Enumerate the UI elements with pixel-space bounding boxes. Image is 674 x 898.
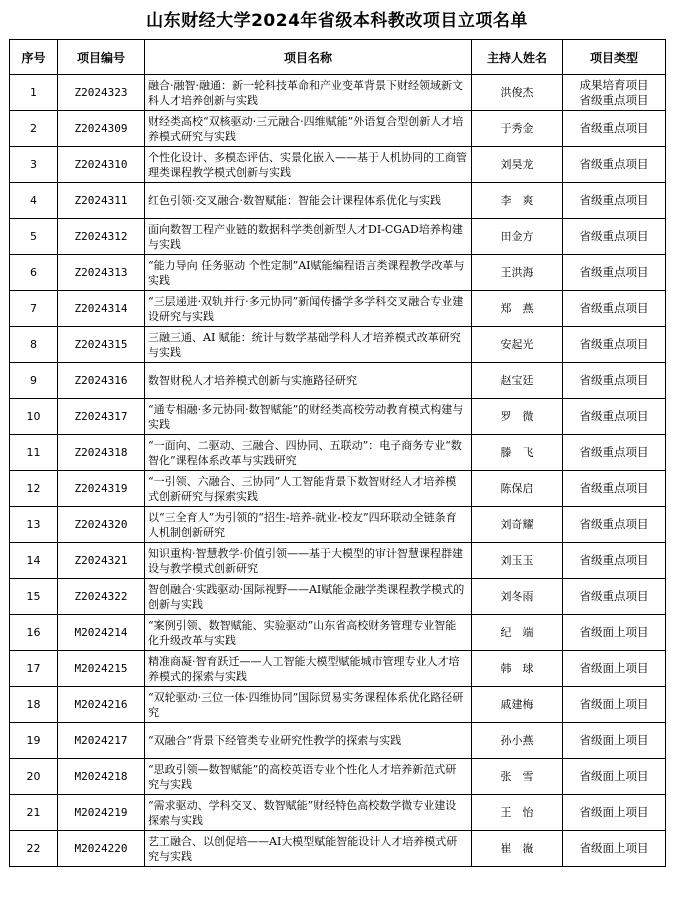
table-row: [10, 363, 666, 399]
table-row: [10, 147, 666, 183]
row-project-type: [563, 687, 666, 723]
header-name: 项目名称: [145, 40, 472, 75]
row-code: Z2024314: [58, 291, 145, 327]
row-seq: 11: [10, 435, 58, 471]
project-type-label: 成果培育项目: [579, 77, 649, 92]
row-project-type: [563, 111, 666, 147]
project-type-label: 省级面上项目: [579, 841, 649, 855]
row-project-name: 艺工融合、以创促培——AI大模型赋能智能设计人才培养模式研究与实践: [145, 831, 472, 867]
table-row: [10, 111, 666, 147]
table-row: [10, 687, 666, 723]
table-row: [10, 399, 666, 435]
page-title: 山东财经大学2024年省级本科教改项目立项名单: [146, 11, 528, 31]
row-code: M2024216: [58, 687, 145, 723]
row-seq: 16: [10, 615, 58, 651]
row-project-name: “三层递进·双轨并行·多元协同”新闻传播学多学科交叉融合专业建设研究与实践: [145, 291, 472, 327]
row-seq: 17: [10, 651, 58, 687]
row-host-name: 刘冬雨: [472, 579, 563, 615]
row-project-type: [563, 219, 666, 255]
row-project-name: 红色引领·交叉融合·数智赋能：智能会计课程体系优化与实践: [145, 183, 472, 219]
row-project-name: 数智财税人才培养模式创新与实施路径研究: [145, 363, 472, 399]
project-type-label: 省级重点项目: [579, 517, 649, 531]
row-code: Z2024320: [58, 507, 145, 543]
row-project-name: 面向数智工程产业链的数据科学类创新型人才DI-CGAD培养构建与实践: [145, 219, 472, 255]
row-code: Z2024310: [58, 147, 145, 183]
row-project-type: [563, 831, 666, 867]
project-type-label: 省级面上项目: [579, 769, 649, 783]
project-type-label: 省级重点项目: [579, 229, 649, 243]
row-seq: 12: [10, 471, 58, 507]
table-row: [10, 831, 666, 867]
row-project-name: 财经类高校“双核驱动·三元融合·四维赋能”外语复合型创新人才培养模式研究与实践: [145, 111, 472, 147]
row-project-type: [563, 579, 666, 615]
row-seq: 5: [10, 219, 58, 255]
row-host-name: 王洪海: [472, 255, 563, 291]
row-host-name: 安起光: [472, 327, 563, 363]
row-project-type: [563, 327, 666, 363]
header-host: 主持人姓名: [472, 40, 563, 75]
table-row: [10, 543, 666, 579]
project-type-label: 省级重点项目: [579, 193, 649, 207]
row-project-type: [563, 615, 666, 651]
project-type-label: 省级重点项目: [579, 445, 649, 459]
row-host-name: 张 雪: [472, 759, 563, 795]
header-code: 项目编号: [58, 40, 145, 75]
row-seq: 22: [10, 831, 58, 867]
row-host-name: 纪 端: [472, 615, 563, 651]
table-row: [10, 759, 666, 795]
project-type-label: 省级重点项目: [579, 265, 649, 279]
row-project-name: 精准商凝·智育跃迁——人工智能大模型赋能城市管理专业人才培养模式的探索与实践: [145, 651, 472, 687]
row-host-name: 韩 球: [472, 651, 563, 687]
project-type-label: 省级面上项目: [579, 697, 649, 711]
row-project-type: [563, 723, 666, 759]
row-seq: 19: [10, 723, 58, 759]
row-project-name: “双轮驱动·三位一体·四维协同”国际贸易实务课程体系优化路径研究: [145, 687, 472, 723]
row-host-name: 李 爽: [472, 183, 563, 219]
row-project-type: [563, 75, 666, 111]
row-code: Z2024313: [58, 255, 145, 291]
row-project-name: 知识重构·智慧教学·价值引领——基于大模型的审计智慧课程群建设与教学模式创新研究: [145, 543, 472, 579]
row-code: Z2024312: [58, 219, 145, 255]
table-row: [10, 291, 666, 327]
row-code: Z2024321: [58, 543, 145, 579]
row-host-name: 王 怡: [472, 795, 563, 831]
project-type-label: 省级重点项目: [579, 481, 649, 495]
row-project-type: [563, 363, 666, 399]
header-type: 项目类型: [563, 40, 666, 75]
row-seq: 4: [10, 183, 58, 219]
row-project-name: “思政引领—数智赋能”的高校英语专业个性化人才培养新范式研究与实践: [145, 759, 472, 795]
row-host-name: 戚建梅: [472, 687, 563, 723]
row-seq: 10: [10, 399, 58, 435]
row-code: Z2024319: [58, 471, 145, 507]
row-host-name: 洪俊杰: [472, 75, 563, 111]
table-row: [10, 615, 666, 651]
project-type-label: 省级重点项目: [579, 553, 649, 567]
row-seq: 2: [10, 111, 58, 147]
row-code: M2024218: [58, 759, 145, 795]
row-project-type: [563, 795, 666, 831]
project-type-label: 省级重点项目: [579, 157, 649, 171]
table-row: [10, 255, 666, 291]
row-seq: 6: [10, 255, 58, 291]
project-type-label: 省级重点项目: [579, 373, 649, 387]
row-project-type: [563, 759, 666, 795]
row-project-type: [563, 183, 666, 219]
row-seq: 14: [10, 543, 58, 579]
project-type-label: 省级面上项目: [579, 661, 649, 675]
row-seq: 21: [10, 795, 58, 831]
row-project-type: [563, 543, 666, 579]
project-type-label: 省级重点项目: [579, 121, 649, 135]
row-project-name: 以“三全育人”为引领的“招生-培养-就业-校友”四环联动全链条育人机制创新研究: [145, 507, 472, 543]
project-type-label: 省级面上项目: [579, 733, 649, 747]
row-seq: 7: [10, 291, 58, 327]
table-row: [10, 435, 666, 471]
row-host-name: 孙小燕: [472, 723, 563, 759]
row-code: Z2024315: [58, 327, 145, 363]
row-project-type: [563, 255, 666, 291]
row-project-name: 三融三通、AI 赋能：统计与数学基础学科人才培养模式改革研究与实践: [145, 327, 472, 363]
table-row: [10, 723, 666, 759]
row-host-name: 田金方: [472, 219, 563, 255]
row-code: Z2024322: [58, 579, 145, 615]
table-row: [10, 795, 666, 831]
row-host-name: 刘玉玉: [472, 543, 563, 579]
row-project-type: [563, 651, 666, 687]
table-row: [10, 579, 666, 615]
row-seq: 18: [10, 687, 58, 723]
table-header-row: [10, 40, 666, 75]
row-code: Z2024309: [58, 111, 145, 147]
row-host-name: 崔 嶶: [472, 831, 563, 867]
row-project-name: 智创融合·实践驱动·国际视野——AI赋能金融学类课程教学模式的创新与实践: [145, 579, 472, 615]
project-table: [9, 39, 666, 867]
row-project-name: “能力导向 任务驱动 个性定制”AI赋能编程语言类课程教学改革与实践: [145, 255, 472, 291]
row-code: M2024217: [58, 723, 145, 759]
row-seq: 9: [10, 363, 58, 399]
row-code: M2024219: [58, 795, 145, 831]
row-code: Z2024323: [58, 75, 145, 111]
row-project-name: 个性化设计、多模态评估、实景化嵌入——基于人机协同的工商管理类课程教学模式创新与实践: [145, 147, 472, 183]
row-project-name: “需求驱动、学科交叉、数智赋能”财经特色高校数学微专业建设探索与实践: [145, 795, 472, 831]
row-project-type: [563, 399, 666, 435]
row-host-name: 滕 飞: [472, 435, 563, 471]
row-seq: 3: [10, 147, 58, 183]
row-project-type: [563, 471, 666, 507]
project-type-label: 省级重点项目: [579, 337, 649, 351]
row-code: Z2024316: [58, 363, 145, 399]
project-type-label: 省级面上项目: [579, 805, 649, 819]
row-host-name: 赵宝廷: [472, 363, 563, 399]
project-type-label: 省级重点项目: [579, 409, 649, 423]
row-host-name: 陈保启: [472, 471, 563, 507]
row-code: M2024214: [58, 615, 145, 651]
table-row: [10, 183, 666, 219]
table-row: [10, 471, 666, 507]
project-type-label: 省级面上项目: [579, 625, 649, 639]
project-type-label: 省级重点项目: [579, 589, 649, 603]
row-project-type: [563, 147, 666, 183]
row-project-name: 融合·融智·融通：新一轮科技革命和产业变革背景下财经领域新文科人才培养创新与实践: [145, 75, 472, 111]
row-project-name: “一引领、六融合、三协同”人工智能背景下数智财经人才培养模式创新研究与探索实践: [145, 471, 472, 507]
header-seq: 序号: [10, 40, 58, 75]
row-host-name: 刘昊龙: [472, 147, 563, 183]
row-seq: 15: [10, 579, 58, 615]
row-project-name: “一面向、二驱动、三融合、四协同、五联动”：电子商务专业“数智化”课程体系改革与实践研究: [145, 435, 472, 471]
row-project-name: “案例引领、数智赋能、实验驱动”山东省高校财务管理专业智能化升级改革与实践: [145, 615, 472, 651]
row-seq: 1: [10, 75, 58, 111]
row-code: M2024220: [58, 831, 145, 867]
row-project-type: [563, 507, 666, 543]
row-project-type: [563, 435, 666, 471]
table-row: [10, 219, 666, 255]
row-code: M2024215: [58, 651, 145, 687]
table-row: [10, 75, 666, 111]
table-row: [10, 327, 666, 363]
project-type-label: 省级重点项目: [579, 92, 649, 107]
row-project-type: [563, 291, 666, 327]
row-project-name: “通专相融·多元协同·数智赋能”的财经类高校劳动教育模式构建与实践: [145, 399, 472, 435]
table-row: [10, 507, 666, 543]
row-code: Z2024317: [58, 399, 145, 435]
row-code: Z2024318: [58, 435, 145, 471]
table-row: [10, 651, 666, 687]
row-seq: 8: [10, 327, 58, 363]
row-seq: 20: [10, 759, 58, 795]
row-host-name: 罗 微: [472, 399, 563, 435]
row-host-name: 郑 燕: [472, 291, 563, 327]
row-seq: 13: [10, 507, 58, 543]
row-code: Z2024311: [58, 183, 145, 219]
row-host-name: 刘奇耀: [472, 507, 563, 543]
row-host-name: 于秀金: [472, 111, 563, 147]
project-type-label: 省级重点项目: [579, 301, 649, 315]
row-project-name: “双融合”背景下经管类专业研究性教学的探索与实践: [145, 723, 472, 759]
